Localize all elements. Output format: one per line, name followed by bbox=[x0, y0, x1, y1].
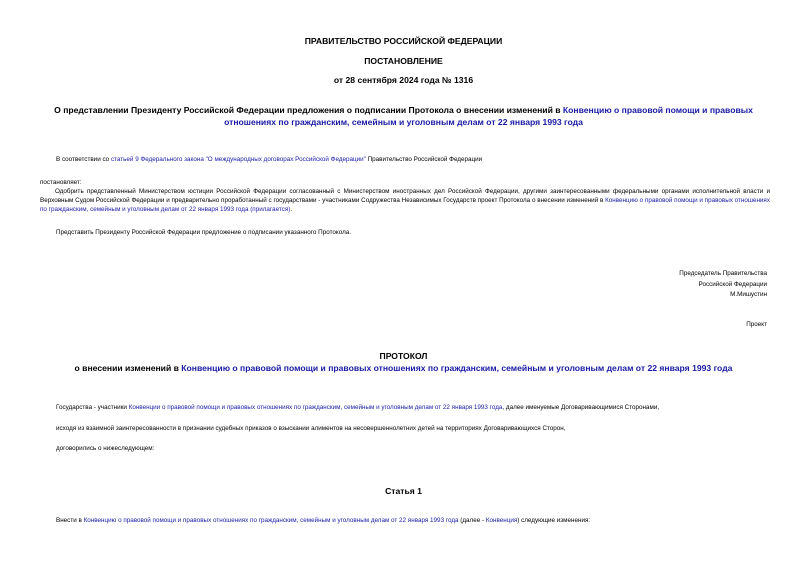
article-1-text bbox=[56, 516, 786, 525]
article-1-title: Статья 1 bbox=[385, 486, 422, 496]
preamble-law-link[interactable]: статьей 9 Федерального закона "О международных договорах Российской Федерации" bbox=[110, 156, 366, 163]
signature-line-1: Председатель Правительства bbox=[679, 270, 767, 277]
article-1-text-mid: (далее - bbox=[458, 517, 486, 524]
protocol-para-1-text: Государства - участники bbox=[56, 404, 129, 411]
protocol-subtitle bbox=[0, 363, 807, 373]
protocol-subtitle-text: о внесении изменений в bbox=[74, 363, 182, 373]
protocol-para-1 bbox=[56, 403, 786, 412]
item-1 bbox=[40, 187, 770, 214]
item-1-convention-link[interactable]: Конвенцию о правовой помощи и правовых отношениях по гражданским, семейным и уголовным делам от 22 января 1993 года (прилагается) bbox=[40, 197, 770, 213]
protocol-para-3: договорились о нижеследующем: bbox=[56, 445, 155, 452]
item-1-text-after: . bbox=[290, 206, 293, 213]
item-2: Представить Президенту Российской Федерации предложение о подписании указанного Протокола. bbox=[56, 229, 352, 236]
protocol-title: ПРОТОКОЛ bbox=[379, 351, 428, 361]
signature-line-2: Российской Федерации bbox=[698, 280, 767, 288]
protocol-para-1-link[interactable]: Конвенции о правовой помощи и правовых отношениях по гражданским, семейным и уголовным делам от 22 января 1993 года bbox=[128, 404, 503, 411]
title-convention-link[interactable]: Конвенцию о правовой помощи и правовых отношениях по гражданским, семейным и уголовным делам от 22 января 1993 года bbox=[224, 105, 753, 127]
date-number: от 28 сентября 2024 года № 1316 bbox=[333, 75, 474, 85]
signature-block bbox=[679, 269, 767, 301]
article-1-text-after: ) следующие изменения: bbox=[517, 517, 591, 524]
article-1-convention-link[interactable]: Конвенцию о правовой помощи и правовых отношениях по гражданским, семейным и уголовным делам от 22 января 1993 года bbox=[83, 517, 459, 524]
draft-label: Проект bbox=[746, 321, 767, 328]
article-1-text-before: Внести в bbox=[56, 517, 84, 524]
protocol-para-1-text-after: , далее именуемые Договаривающимися Сторонами, bbox=[502, 404, 660, 411]
protocol-para-2: исходя из взаимной заинтересованности в признании судебных приказов о взыскании алиментов на несовершеннолетних детей на территориях Договаривающихся Сторон, bbox=[56, 425, 566, 432]
signature-line-3: М.Мишустин bbox=[730, 291, 767, 298]
government-heading: ПРАВИТЕЛЬСТВО РОССИЙСКОЙ ФЕДЕРАЦИИ bbox=[304, 36, 503, 46]
preamble-text-after: Правительство Российской Федерации bbox=[365, 156, 483, 163]
resolves: постановляет: bbox=[40, 179, 82, 186]
doc-type-heading: ПОСТАНОВЛЕНИЕ bbox=[364, 56, 443, 66]
protocol-subtitle-link[interactable]: Конвенцию о правовой помощи и правовых отношениях по гражданским, семейным и уголовным делам от 22 января 1993 года bbox=[181, 363, 733, 373]
preamble bbox=[56, 155, 776, 164]
article-1-convention-short-link[interactable]: Конвенция bbox=[485, 517, 518, 524]
resolution-title bbox=[0, 104, 807, 128]
item-1-text: Одобрить представленный Министерством юстиции Российской Федерации согласованный с Министерством иностранных дел Российской Федерации, другими заинтересованными федеральными органами исполнительной власти и Верховным Судом Российской Федерации и предварительно проработанный с государствами - участниками Содружества Независимых Государств проект Протокола о внесении изменений в bbox=[40, 188, 770, 204]
preamble-text: В соответствии со bbox=[56, 156, 111, 163]
title-text: О представлении Президенту Российской Федерации предложения о подписании Протокола о внесении изменений в bbox=[54, 105, 563, 115]
